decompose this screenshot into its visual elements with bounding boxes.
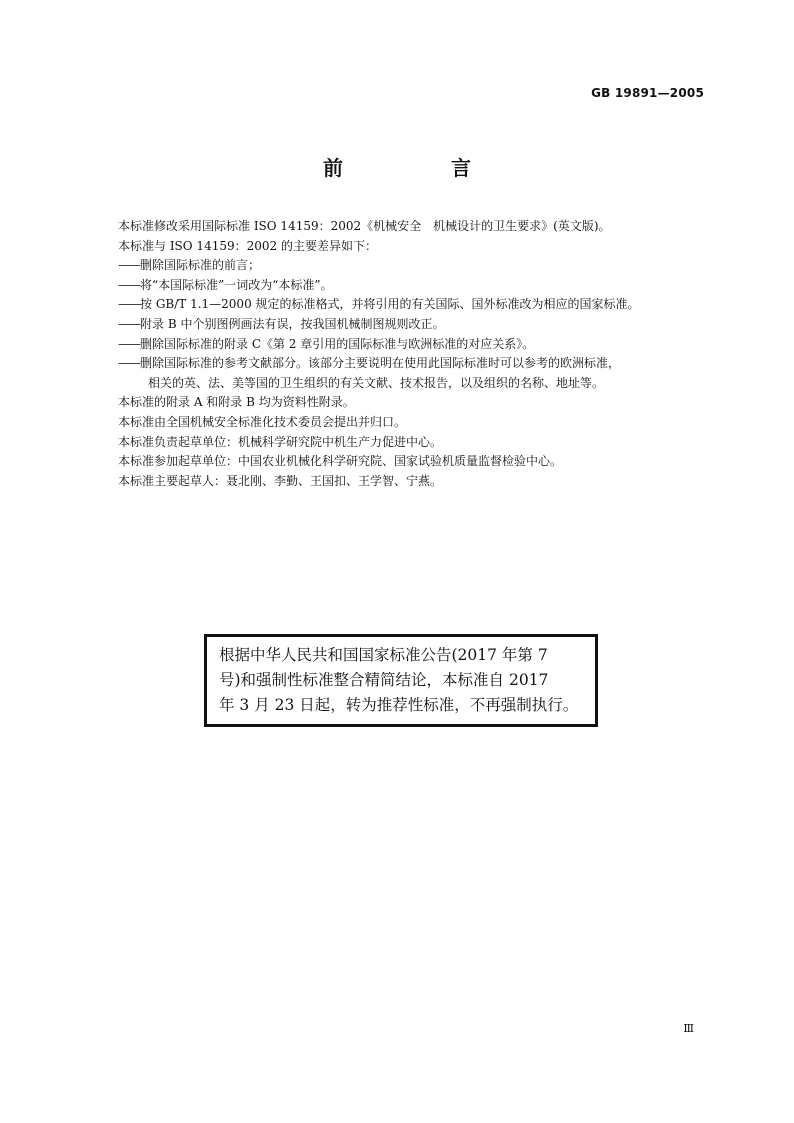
difference-item-continuation: 相关的英、法、美等国的卫生组织的有关文献、技术报告，以及组织的名称、地址等。 bbox=[148, 375, 605, 390]
difference-item bbox=[118, 335, 708, 355]
dash-marker: —— bbox=[118, 316, 140, 331]
difference-item bbox=[118, 354, 708, 374]
difference-text: 将“本国际标准”一词改为“本标准”。 bbox=[140, 277, 333, 292]
standard-number: GB 19891—2005 bbox=[591, 86, 704, 100]
difference-item bbox=[118, 295, 708, 315]
page-number: Ⅲ bbox=[683, 1022, 694, 1035]
paragraph-participating-units: 本标准参加起草单位：中国农业机械化科学研究院、国家试验机质量监督检验中心。 bbox=[118, 454, 563, 469]
dash-marker: —— bbox=[118, 277, 140, 292]
paragraph-drafters: 本标准主要起草人：聂北刚、李勤、王国扣、王学智、宁燕。 bbox=[118, 473, 443, 488]
dash-marker: —— bbox=[118, 336, 140, 351]
dash-marker: —— bbox=[118, 297, 140, 312]
notice-line: 年 3 月 23 日起，转为推荐性标准，不再强制执行。 bbox=[219, 696, 579, 714]
paragraph-annex: 本标准的附录 A 和附录 B 均为资料性附录。 bbox=[118, 395, 355, 410]
difference-item bbox=[118, 276, 708, 296]
paragraph-proposer: 本标准由全国机械安全标准化技术委员会提出并归口。 bbox=[118, 414, 407, 429]
notice-line: 号)和强制性标准整合精简结论，本标准自 2017 bbox=[219, 671, 549, 689]
paragraph-drafting-unit: 本标准负责起草单位：机械科学研究院中机生产力促进中心。 bbox=[118, 434, 443, 449]
paragraph-adoption: 本标准修改采用国际标准 ISO 14159：2002《机械安全 机械设计的卫生要求》(英文版)。 bbox=[118, 219, 611, 233]
difference-item bbox=[118, 256, 708, 276]
difference-text: 删除国际标准的附录 C《第 2 章引用的国际标准与欧洲标准的对应关系》。 bbox=[140, 336, 535, 351]
notice-line: 根据中华人民共和国国家标准公告(2017 年第 7 bbox=[219, 646, 548, 664]
difference-text: 删除国际标准的前言； bbox=[140, 258, 261, 273]
notice-box bbox=[204, 634, 598, 727]
paragraph-differences-intro: 本标准与 ISO 14159：2002 的主要差异如下： bbox=[118, 238, 377, 253]
difference-text: 删除国际标准的参考文献部分。该部分主要说明在使用此国际标准时可以参考的欧洲标准， bbox=[140, 356, 621, 371]
difference-item bbox=[118, 315, 708, 335]
dash-marker: —— bbox=[118, 356, 140, 371]
foreword-body bbox=[118, 217, 708, 491]
difference-text: 附录 B 中个别图例画法有误，按我国机械制图规则改正。 bbox=[140, 316, 445, 331]
page-title: 前 言 bbox=[323, 156, 515, 180]
difference-text: 按 GB/T 1.1—2000 规定的标准格式，并将引用的有关国际、国外标准改为相应的国家标准。 bbox=[140, 297, 640, 312]
dash-marker: —— bbox=[118, 258, 140, 273]
